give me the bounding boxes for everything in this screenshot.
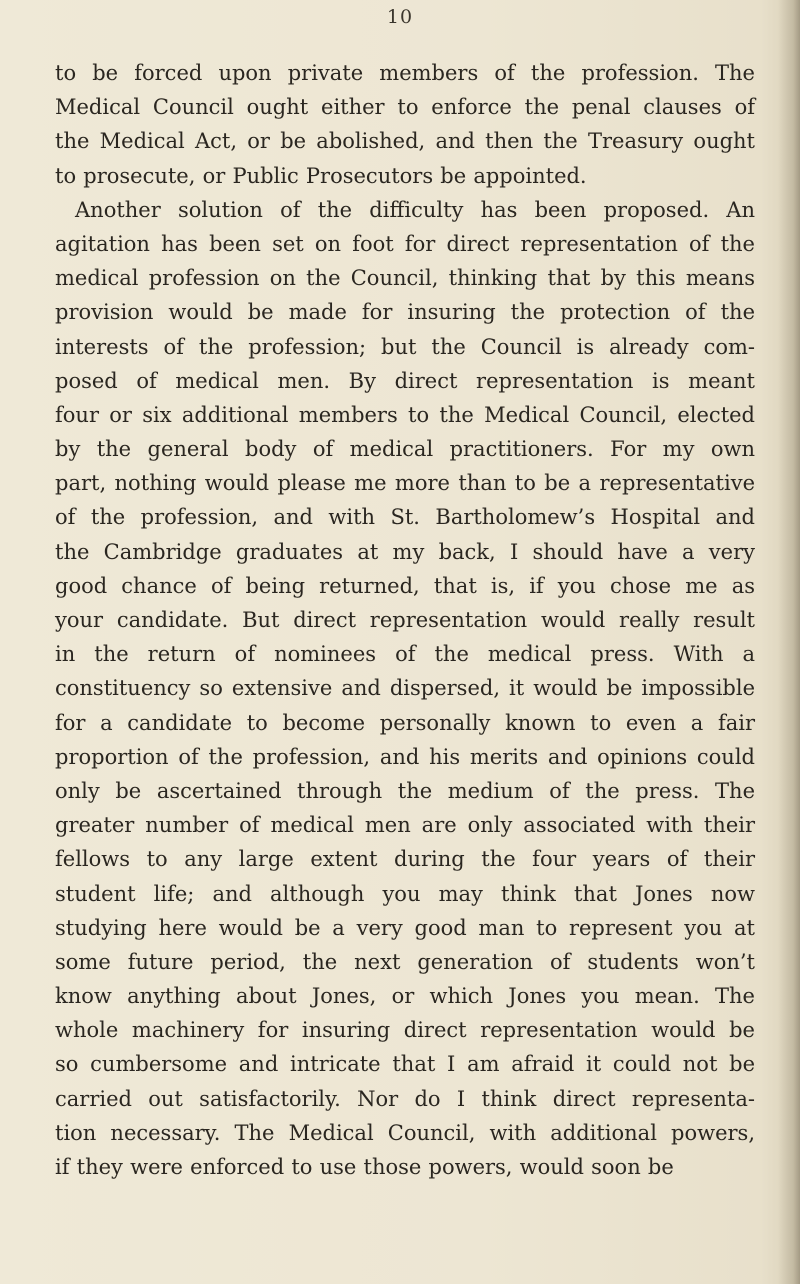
text-line-31: carried out satisfactorily. Nor do I think direct representa- [55, 1086, 755, 1111]
page-number: 10 [386, 6, 414, 28]
text-line-29: whole machinery for insuring direct representation would be [55, 1018, 755, 1043]
text-line-27: some future period, the next generation of students won’t [55, 949, 755, 974]
text-line-16: good chance of being returned, that is, if you chose me as [55, 573, 755, 598]
text-line-9: interests of the profession; but the Council is already com- [55, 334, 755, 359]
text-line-20: for a candidate to become personally known to even a fair [55, 710, 755, 735]
text-line-24: fellows to any large extent during the four years of their [55, 847, 755, 872]
text-line-30: so cumbersome and intricate that I am afraid it could not be [55, 1052, 755, 1077]
text-line-4: to prosecute, or Public Prosecutors be appointed. [55, 163, 587, 188]
text-line-23: greater number of medical men are only associated with their [55, 813, 755, 838]
text-line-22: only be ascertained through the medium of the press. The [55, 778, 755, 803]
text-line-19: constituency so extensive and dispersed, it would be impossible [55, 676, 755, 701]
text-line-2: Medical Council ought either to enforce the penal clauses of [55, 95, 755, 120]
text-line-13: part, nothing would please me more than to be a representative [55, 471, 755, 496]
text-line-5: Another solution of the difficulty has been proposed. An [75, 197, 755, 222]
body-text [55, 56, 755, 1184]
text-line-14: of the profession, and with St. Bartholomew’s Hospital and [55, 505, 755, 530]
text-line-3: the Medical Act, or be abolished, and then the Treasury ought [55, 129, 755, 154]
text-line-12: by the general body of medical practitioners. For my own [55, 437, 755, 462]
text-line-28: know anything about Jones, or which Jones you mean. The [55, 984, 755, 1009]
text-line-11: four or six additional members to the Medical Council, elected [55, 402, 755, 427]
text-line-33: if they were enforced to use those powers, would soon be [55, 1155, 674, 1179]
text-line-1: to be forced upon private members of the profession. The [55, 61, 755, 85]
text-line-21: proportion of the profession, and his merits and opinions could [55, 744, 755, 769]
text-line-26: studying here would be a very good man to represent you at [55, 915, 755, 940]
text-line-32: tion necessary. The Medical Council, with additional powers, [55, 1120, 755, 1145]
text-line-15: the Cambridge graduates at my back, I should have a very [55, 539, 755, 564]
text-line-6: agitation has been set on foot for direct representation of the [55, 231, 755, 256]
text-line-25: student life; and although you may think that Jones now [55, 881, 755, 906]
text-line-8: provision would be made for insuring the protection of the [55, 300, 755, 325]
text-line-17: your candidate. But direct representation would really result [55, 608, 755, 632]
text-line-18: in the return of nominees of the medical press. With a [55, 642, 755, 667]
text-line-10: posed of medical men. By direct representation is meant [55, 368, 755, 393]
text-line-7: medical profession on the Council, thinking that by this means [55, 266, 755, 291]
page-edge-shadow [778, 0, 800, 1284]
